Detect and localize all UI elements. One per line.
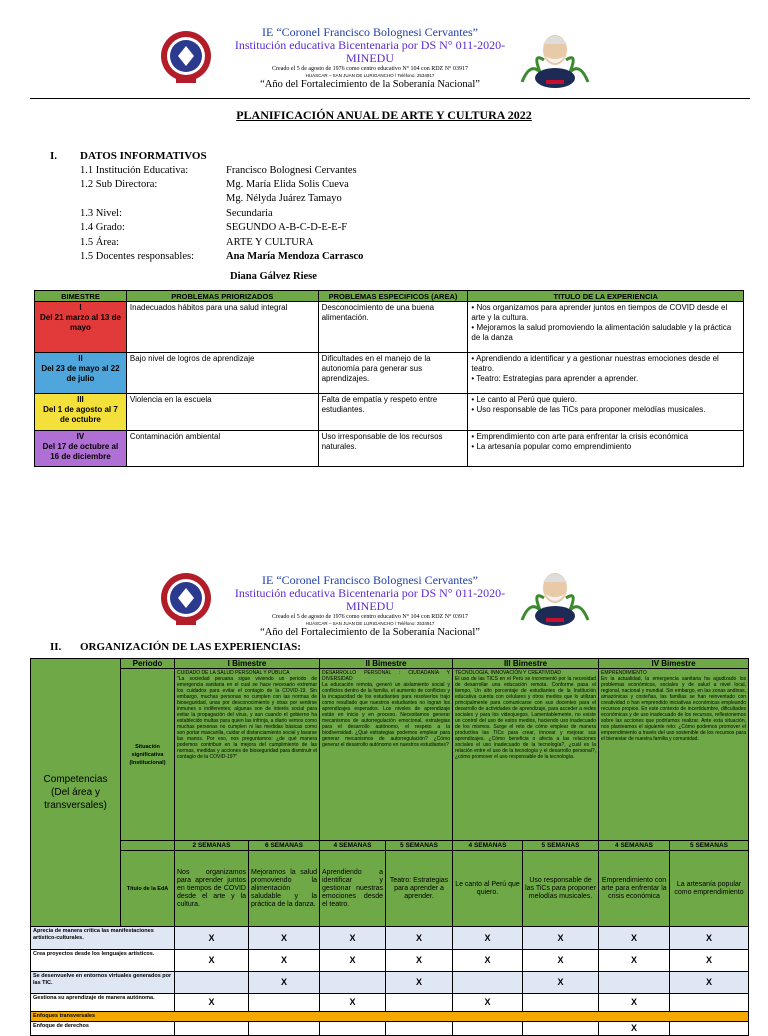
mark-cell xyxy=(670,994,749,1012)
table-row xyxy=(35,302,744,353)
mark-cell: X xyxy=(523,972,599,994)
school-name: IE “Coronel Francisco Bolognesi Cervantes” xyxy=(262,573,478,587)
section-2-heading: II. ORGANIZACIÓN DE LAS EXPERIENCIAS: xyxy=(50,641,301,653)
periodo-row xyxy=(31,659,749,669)
experiences-table xyxy=(30,658,749,1036)
school-address: HUÁSCAR – SAN JUAN DE LURIGANCHO / Teléfono: 2534917 xyxy=(305,621,435,626)
mark-cell: X xyxy=(670,972,749,994)
mark-cell xyxy=(599,972,670,994)
eda-cell: Emprendimiento con arte para enfrentar la crisis económica xyxy=(599,851,670,927)
mark-cell: X xyxy=(453,994,523,1012)
eda-cell: Aprendiendo a identificar y gestionar nuestras emociones desde el teatro. xyxy=(320,851,386,927)
eda-cell: La artesanía popular como emprendimiento xyxy=(670,851,749,927)
col-header: PROBLEMAS PRIORIZADOS xyxy=(126,291,318,302)
competency-label: Gestiona su aprendizaje de manera autónoma. xyxy=(31,994,175,1012)
mark-cell: X xyxy=(320,950,386,972)
specific-cell: Uso irresponsable de los recursos naturales. xyxy=(318,431,468,467)
experience-cell: • Nos organizamos para aprender juntos en tiempos de COVID desde el arte y la cultura. • Mejoramos la salud promoviendo la alimentación saludable y la práctica de la danza xyxy=(468,302,744,353)
weeks-cell: 5 SEMANAS xyxy=(386,841,453,851)
experience-cell: • Aprendiendo a identificar y a gestionar nuestras emociones desde el teatro. • Teatro: Estrategias para aprender a aprender. xyxy=(468,353,744,394)
school-crest-icon xyxy=(160,26,212,88)
competency-row xyxy=(31,972,749,994)
mark-cell xyxy=(249,994,320,1012)
eda-cell: Le canto al Perú que quiero. xyxy=(453,851,523,927)
school-subtitle: Institución educativa Bicentenaria por DS N° 011-2020-MINEDU xyxy=(234,586,506,613)
year-motto: “Año del Fortalecimiento de la Soberanía Nacional” xyxy=(260,79,480,90)
school-name: IE “Coronel Francisco Bolognesi Cervantes” xyxy=(262,25,478,39)
mark-cell: X xyxy=(599,927,670,950)
school-crest-icon xyxy=(160,568,212,630)
table-row xyxy=(35,353,744,394)
bolognesi-portrait-icon xyxy=(520,22,590,88)
eda-cell: Nos organizamos para aprender juntos en tiempos de COVID desde el arte y la cultura. xyxy=(175,851,249,927)
eda-row xyxy=(31,851,749,927)
mark-cell: X xyxy=(386,950,453,972)
situation-cell: DESARROLLO PERSONAL : CIUDADANÍA Y DIVERSIDAD La educación remota, generó un aislamiento social y conflictos dentro de la familia, el aumento de conflictos y la incapacidad de los estudiantes para resolverlos trajo como resultado que nuestros estudiantes no logran los aprendizajes esperados. Los niveles de aprendizaje están en inicio y en proceso. Necesitamos generar mecanismos de autorregulación emocional, estrategias para el desarrollo autónomo, el respeto a la biodiversidad. ¿Qué estrategias podemos emplear para generar mecanismos de autorregulación? ¿Cómo generar el desarrollo autónomo en nuestros estudiantes? xyxy=(320,669,453,841)
problem-cell: Inadecuados hábitos para una salud integral xyxy=(126,302,318,353)
situacion-row xyxy=(31,669,749,841)
competencias-label: Competencias (Del área y transversales) xyxy=(31,659,121,927)
competency-row xyxy=(31,994,749,1012)
mark-cell: X xyxy=(453,927,523,950)
mark-cell: X xyxy=(523,927,599,950)
mark-cell: X xyxy=(670,927,749,950)
mark-cell xyxy=(386,1021,453,1035)
header-divider xyxy=(30,98,750,99)
weeks-cell: 5 SEMANAS xyxy=(523,841,599,851)
mark-cell xyxy=(249,1021,320,1035)
mark-cell xyxy=(523,994,599,1012)
mark-cell: X xyxy=(175,927,249,950)
specific-cell: Falta de empatía y respeto entre estudiantes. xyxy=(318,394,468,431)
mark-cell: X xyxy=(599,1021,670,1035)
mark-cell: X xyxy=(386,927,453,950)
table-header-row xyxy=(35,291,744,302)
enfoques-row xyxy=(31,1012,749,1022)
mark-cell xyxy=(320,1021,386,1035)
experience-cell: • Le canto al Perú que quiero. • Uso responsable de las TiCs para proponer melodías musicales. xyxy=(468,394,744,431)
situacion-label: Situación significativa (Institucional) xyxy=(121,669,175,841)
problem-cell: Violencia en la escuela xyxy=(126,394,318,431)
mark-cell: X xyxy=(386,972,453,994)
eda-cell: Mejoramos la salud promoviendo la alimentación saludable y la práctica de la danza. xyxy=(249,851,320,927)
mark-cell: X xyxy=(320,994,386,1012)
page1-header xyxy=(0,18,768,108)
col-header: BIMESTRE xyxy=(35,291,127,302)
competency-label: Se desenvuelve en entornos virtuales generados por las TIC. xyxy=(31,972,175,994)
col-header: TITULO DE LA EXPERIENCIA xyxy=(468,291,744,302)
mark-cell xyxy=(386,994,453,1012)
bimestre-cell: IV Del 17 de octubre al 16 de diciembre xyxy=(35,431,127,467)
enfoques-label: Enfoques transversales xyxy=(31,1012,749,1022)
mark-cell: X xyxy=(249,950,320,972)
specific-cell: Dificultades en el manejo de la autonomía para generar sus aprendizajes. xyxy=(318,353,468,394)
page2-header xyxy=(0,560,768,650)
bimestre-header: I Bimestre xyxy=(175,659,320,669)
weeks-cell: 4 SEMANAS xyxy=(453,841,523,851)
weeks-cell: 4 SEMANAS xyxy=(599,841,670,851)
school-created: Creado el 5 de agosto de 1976 como centro educativo N° 104 con RDZ N° 03917 xyxy=(272,66,468,72)
mark-cell: X xyxy=(249,927,320,950)
table-row xyxy=(35,394,744,431)
experience-cell: • Emprendimiento con arte para enfrentar la crisis económica • La artesanía popular como emprendimiento xyxy=(468,431,744,467)
table-row xyxy=(35,431,744,467)
bimestre-cell: I Del 21 marzo al 13 de mayo xyxy=(35,302,127,353)
mark-cell: X xyxy=(320,927,386,950)
mark-cell xyxy=(453,1021,523,1035)
enfoque-label: Enfoque de derechos xyxy=(31,1021,175,1035)
periodo-label: Periodo xyxy=(121,659,175,669)
mark-cell xyxy=(670,1021,749,1035)
competency-label: Aprecia de manera crítica las manifestaciones artístico-culturales. xyxy=(31,927,175,950)
mark-cell: X xyxy=(599,950,670,972)
problem-cell: Contaminación ambiental xyxy=(126,431,318,467)
eda-cell: Teatro: Estrategias para aprender a aprender. xyxy=(386,851,453,927)
bimestre-header: III Bimestre xyxy=(453,659,599,669)
mark-cell xyxy=(523,1021,599,1035)
weeks-cell: 2 SEMANAS xyxy=(175,841,249,851)
year-motto: “Año del Fortalecimiento de la Soberanía Nacional” xyxy=(260,627,480,638)
mark-cell: X xyxy=(175,994,249,1012)
specific-cell: Desconocimiento de una buena alimentación. xyxy=(318,302,468,353)
problems-table xyxy=(34,290,744,467)
mark-cell: X xyxy=(453,950,523,972)
mark-cell: X xyxy=(249,972,320,994)
problem-cell: Bajo nivel de logros de aprendizaje xyxy=(126,353,318,394)
mark-cell: X xyxy=(599,994,670,1012)
school-created: Creado el 5 de agosto de 1976 como centro educativo N° 104 con RDZ N° 03917 xyxy=(272,614,468,620)
weeks-row xyxy=(31,841,749,851)
weeks-cell: 6 SEMANAS xyxy=(249,841,320,851)
bolognesi-portrait-icon xyxy=(520,560,590,626)
competency-label: Crea proyectos desde los lenguajes artísticos. xyxy=(31,950,175,972)
col-header: PROBLEMAS ESPECIFICOS (AREA) xyxy=(318,291,468,302)
mark-cell xyxy=(453,972,523,994)
page-title: PLANIFICACIÓN ANUAL DE ARTE Y CULTURA 2022 xyxy=(236,108,532,122)
school-subtitle: Institución educativa Bicentenaria por DS N° 011-2020-MINEDU xyxy=(234,38,506,65)
situation-cell: TECNOLOGÍA, INNOVACIÓN Y CREATIVIDAD El uso de las TICS en el Perú se incrementó por la necesidad de desarrollar una educación remota. Conforme pasa el tiempo, Un alto porcentaje de estudiantes de la Institución educativa cuenta con celulares y otros medios que lo utilizan principalmente para comunicarse con sus docentes para el desarrollo de actividades de aprendizaje, para acceder a redes sociales y para los videojuegos. Lamentablemente, no existe un control del uso de estos medios, haciendo uso inadecuado de los mismos. Surge el reto de cómo emplear de manera productiva las TICs para crear, innovar y mejorar sus aprendizajes. ¿Cómo beneficia o afecta a las relaciones sociales el uso inadecuado de la tecnología?, ¿cuál es la relación entre el uso de la tecnología y el desarrollo personal?, ¿cómo promover el uso responsable de la tecnología. xyxy=(453,669,599,841)
mark-cell xyxy=(175,972,249,994)
eda-cell: Uso responsable de las TiCs para proponer melodías musicales. xyxy=(523,851,599,927)
school-address: HUÁSCAR – SAN JUAN DE LURIGANCHO / Teléfono: 2534917 xyxy=(305,73,435,78)
mark-cell: X xyxy=(175,950,249,972)
mark-cell: X xyxy=(670,950,749,972)
bimestre-cell: III Del 1 de agosto al 7 de octubre xyxy=(35,394,127,431)
competency-row xyxy=(31,950,749,972)
enfoque-row xyxy=(31,1021,749,1035)
mark-cell xyxy=(175,1021,249,1035)
competency-row xyxy=(31,927,749,950)
eda-label: Título de la EdA xyxy=(121,851,175,927)
bimestre-header: II Bimestre xyxy=(320,659,453,669)
section-1-heading: I. DATOS INFORMATIVOS xyxy=(50,150,207,162)
mark-cell: X xyxy=(523,950,599,972)
weeks-cell: 4 SEMANAS xyxy=(320,841,386,851)
bimestre-header: IV Bimestre xyxy=(599,659,749,669)
blank-cell xyxy=(121,841,175,851)
situation-cell: CUIDADO DE LA SALUD PERSONAL Y PÚBLICA "La sociedad peruana sigue viviendo un periodo de emergencia sanitaria en el cual se hace necesario extremar los cuidados para evitar el contagio de la COVID-19. Sin embargo, muchas personas no cumplen con las normas de bioseguridad, unas por desconocimiento y otras por sentirse inmunes o indiferentes; algunas son de interés social para evitar la propagación del virus, y aun cuando el gobierno ha establecido multas para quien las infrinja, a diario vemos como muchas personas no cumplen ni las medidas básicas como son portar mascarilla, cuidar el distanciamiento social y lavarse las manos. Por eso, nos preguntamos: ¿de qué manera podemos contribuir en la mejora del cumplimiento de las normas, medidas y acciones de bioseguridad para disminuir el contagio de la COVID-19?" xyxy=(175,669,320,841)
mark-cell xyxy=(320,972,386,994)
situation-cell: EMPRENDIMIENTO En la actualidad, la emergencia sanitaria ha agudizado los problemas económicos, sociales y de salud a nivel local, regional, nacional y mundial. Sin embargo, en las zonas andinas, amazónicas y costeñas, las familias se han reinventado con creatividad o han emprendido iniciativas económicas empleando recursos propios. En este contexto de incertidumbre, dificultades económicas y de uso inadecuado de los recursos, reflexionemos sobre las acciones que podríamos realizar. Ante esta situación, nos planteamos el siguiente reto: ¿Cómo podemos promover el emprendimiento a través del uso sostenible de los recursos para el bienestar de nuestra familia y comunidad. xyxy=(599,669,749,841)
bimestre-cell: II Del 23 de mayo al 22 de julio xyxy=(35,353,127,394)
weeks-cell: 5 SEMANAS xyxy=(670,841,749,851)
